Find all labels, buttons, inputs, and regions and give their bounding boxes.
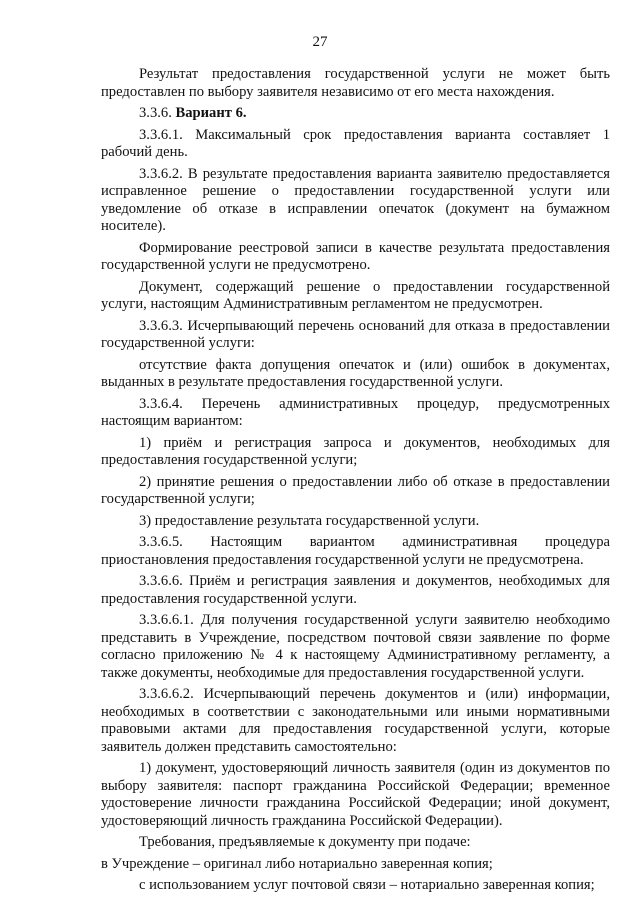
paragraph: Документ, содержащий решение о предоставлении государственной услуги, настоящим Административным регламентом не предусмотрен. xyxy=(101,278,610,312)
paragraph: 3.3.6.3. Исчерпывающий перечень оснований для отказа в предоставлении государственной услуги: xyxy=(101,317,610,351)
section-title: Вариант 6. xyxy=(175,105,247,121)
list-item: 2) принятие решения о предоставлении либо об отказе в предоставлении государственной услуги; xyxy=(101,473,610,507)
document-body xyxy=(101,66,610,899)
paragraph: отсутствие факта допущения опечаток и (или) ошибок в документах, выданных в результате предоставления государственной услуги. xyxy=(101,356,610,390)
section-number: 3.3.6. xyxy=(139,105,172,121)
list-item: 1) документ, удостоверяющий личность заявителя (один из документов по выбору заявителя: паспорт гражданина Российской Федерации; временное удостоверение личности гражданина Российской Федерации; иной документ, удостоверяющий личность гражданина Российской Федерации). xyxy=(101,760,610,829)
paragraph: с использованием услуг почтовой связи – нотариально заверенная копия; xyxy=(139,877,595,893)
list-item: 3) предоставление результата государственной услуги. xyxy=(139,512,480,529)
paragraph: в Учреждение – оригинал либо нотариально заверенная копия; xyxy=(101,855,493,872)
list-item: 1) приём и регистрация запроса и документов, необходимых для предоставления государственной услуги; xyxy=(101,434,610,468)
paragraph: Формирование реестровой записи в качестве результата предоставления государственной услуги не предусмотрено. xyxy=(101,239,610,273)
paragraph: Требования, предъявляемые к документу при подаче: xyxy=(139,834,471,850)
paragraph: 3.3.6.2. В результате предоставления варианта заявителю предоставляется исправленное решение о предоставлении государственной услуги или уведомление об отказе в исправлении опечаток (документ на бумажном носителе). xyxy=(101,165,610,234)
paragraph: 3.3.6.4. Перечень административных процедур, предусмотренных настоящим вариантом: xyxy=(101,395,610,429)
paragraph: Результат предоставления государственной услуги не может быть предоставлен по выбору заявителя независимо от его места нахождения. xyxy=(101,66,610,100)
paragraph: 3.3.6.5. Настоящим вариантом административная процедура приостановления предоставления государственной услуги не предусмотрена. xyxy=(101,534,610,568)
page-number: 27 xyxy=(312,34,328,50)
paragraph: 3.3.6.6.1. Для получения государственной услуги заявителю необходимо представить в Учреждение, посредством почтовой связи заявление по форме согласно приложению № 4 к настоящему Административному регламенту, а также документы, необходимые для предоставления государственной услуги. xyxy=(101,612,610,681)
paragraph: 3.3.6.6.2. Исчерпывающий перечень документов и (или) информации, необходимых в соответствии с законодательными или иными нормативными правовыми актами для предоставления государственной услуги, которые заявитель должен представить самостоятельно: xyxy=(101,686,610,755)
section-heading xyxy=(101,105,610,123)
paragraph: 3.3.6.6. Приём и регистрация заявления и документов, необходимых для предоставления государственной услуги. xyxy=(101,573,610,607)
paragraph: 3.3.6.1. Максимальный срок предоставления варианта составляет 1 рабочий день. xyxy=(101,126,610,160)
